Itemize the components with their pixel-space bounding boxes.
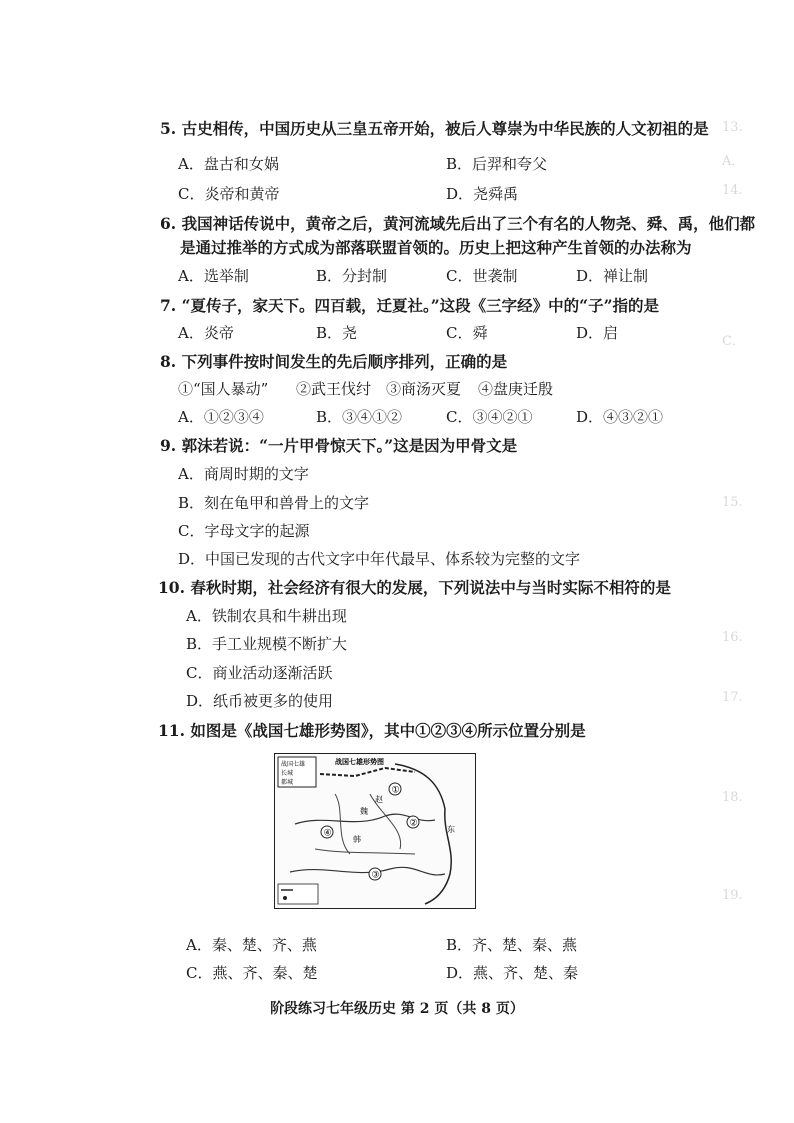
question-number: 10. (158, 578, 185, 597)
option-a[interactable]: A．选举制 (178, 267, 249, 285)
event-item: ④盘庚迁殷 (478, 380, 554, 398)
legend-item: 战国七雄 (281, 761, 306, 768)
question-stem: 春秋时期，社会经济有很大的发展，下列说法中与当时实际不相符的是 (190, 578, 671, 597)
option-b[interactable]: B．尧 (316, 324, 358, 342)
ghost-text: 16. (722, 630, 743, 645)
option-a[interactable]: A．铁制农具和牛耕出现 (186, 607, 347, 625)
map-title: 战国七雄形势图 (335, 757, 384, 766)
option-a[interactable]: A．盘古和女娲 (178, 155, 279, 173)
option-b[interactable]: B．齐、楚、秦、燕 (446, 936, 578, 954)
option-c[interactable]: C．世袭制 (446, 267, 518, 285)
question-7 (160, 294, 659, 316)
option-b[interactable]: B．手工业规模不断扩大 (186, 635, 348, 653)
question-number: 5. (160, 119, 177, 138)
option-c[interactable]: C．③④②① (446, 408, 533, 426)
question-number: 6. (160, 214, 177, 233)
state-border (335, 794, 350, 854)
marker-2-label: ② (409, 818, 418, 829)
event-item: ①“国人暴动” (178, 380, 269, 398)
legend-item: 长城 (281, 770, 294, 777)
marker-4-label: ④ (323, 828, 332, 839)
question-8 (160, 350, 507, 372)
question-number: 9. (160, 436, 177, 455)
question-10 (158, 576, 671, 598)
question-6-line-2: 是通过推举的方式成为部落联盟首领的。历史上把这种产生首领的办法称为 (180, 238, 692, 257)
option-a[interactable]: A．①②③④ (178, 408, 264, 426)
ghost-text: A． (722, 154, 745, 169)
ghost-text: 13. (722, 120, 743, 135)
option-d[interactable]: D．④③②① (576, 408, 664, 426)
state-label: 魏 (360, 807, 368, 816)
map-drawing (275, 754, 475, 908)
state-label: 东 (447, 825, 455, 834)
question-11 (158, 719, 586, 741)
great-wall (320, 768, 415, 776)
event-item: ②武王伐纣 (296, 380, 372, 398)
option-d[interactable]: D．启 (576, 324, 619, 342)
state-border (315, 849, 415, 854)
option-b[interactable]: B．③④①② (316, 408, 403, 426)
ghost-text: 18. (722, 790, 743, 805)
marker-3-label: ③ (371, 870, 380, 881)
legend-item: 都城 (281, 779, 294, 786)
option-c[interactable]: C．舜 (446, 324, 488, 342)
legend-dot (283, 896, 287, 900)
ghost-text: 15. (722, 495, 743, 510)
question-number: 8. (160, 352, 177, 371)
option-d[interactable]: D．尧舜禹 (446, 185, 519, 203)
question-stem: 郭沫若说：“一片甲骨惊天下。”这是因为甲骨文是 (181, 436, 518, 455)
option-d[interactable]: D．禅让制 (576, 267, 649, 285)
warring-states-map (274, 753, 476, 909)
marker-1-label: ① (391, 785, 400, 796)
event-item: ③商汤灭夏 (386, 380, 462, 398)
option-a[interactable]: A．秦、楚、齐、燕 (186, 936, 317, 954)
page-footer: 阶段练习七年级历史 第 2 页（共 8 页） (270, 1001, 524, 1017)
option-c[interactable]: C．商业活动逐渐活跃 (186, 664, 333, 682)
option-b[interactable]: B．后羿和夸父 (446, 155, 548, 173)
option-b[interactable]: B．刻在龟甲和兽骨上的文字 (178, 494, 370, 512)
option-c[interactable]: C．燕、齐、秦、楚 (186, 964, 318, 982)
question-stem: “夏传子，家天下。四百载，迁夏社。”这段《三字经》中的“子”指的是 (181, 296, 660, 315)
option-d[interactable]: D．中国已发现的古代文字中年代最早、体系较为完整的文字 (178, 550, 581, 568)
option-b[interactable]: B．分封制 (316, 267, 388, 285)
ghost-text: C． (722, 334, 745, 349)
coastline (395, 764, 451, 904)
state-label: 赵 (375, 795, 383, 804)
state-label: 韩 (353, 835, 361, 844)
inset-legend (278, 884, 318, 904)
yangtze-river (290, 867, 445, 875)
option-d[interactable]: D．纸币被更多的使用 (186, 692, 334, 710)
option-a[interactable]: A．商周时期的文字 (178, 465, 309, 483)
option-c[interactable]: C．字母文字的起源 (178, 522, 310, 540)
ghost-text: 17. (722, 690, 743, 705)
question-6 (160, 212, 755, 234)
option-a[interactable]: A．炎帝 (178, 324, 234, 342)
question-number: 7. (160, 296, 177, 315)
question-5 (160, 117, 709, 139)
question-stem: 如图是《战国七雄形势图》，其中①②③④所示位置分别是 (190, 721, 586, 740)
question-number: 11. (158, 721, 185, 740)
ghost-text: 19. (722, 888, 743, 903)
option-d[interactable]: D．燕、齐、楚、秦 (446, 964, 579, 982)
option-c[interactable]: C．炎帝和黄帝 (178, 185, 280, 203)
question-9 (160, 434, 517, 456)
question-stem: 下列事件按时间发生的先后顺序排列，正确的是 (181, 352, 508, 371)
question-stem: 我国神话传说中，黄帝之后，黄河流域先后出了三个有名的人物尧、舜、禹，他们都 (181, 214, 756, 233)
ghost-text: 14. (722, 183, 743, 198)
question-stem: 古史相传，中国历史从三皇五帝开始，被后人尊崇为中华民族的人文初祖的是 (181, 119, 709, 138)
